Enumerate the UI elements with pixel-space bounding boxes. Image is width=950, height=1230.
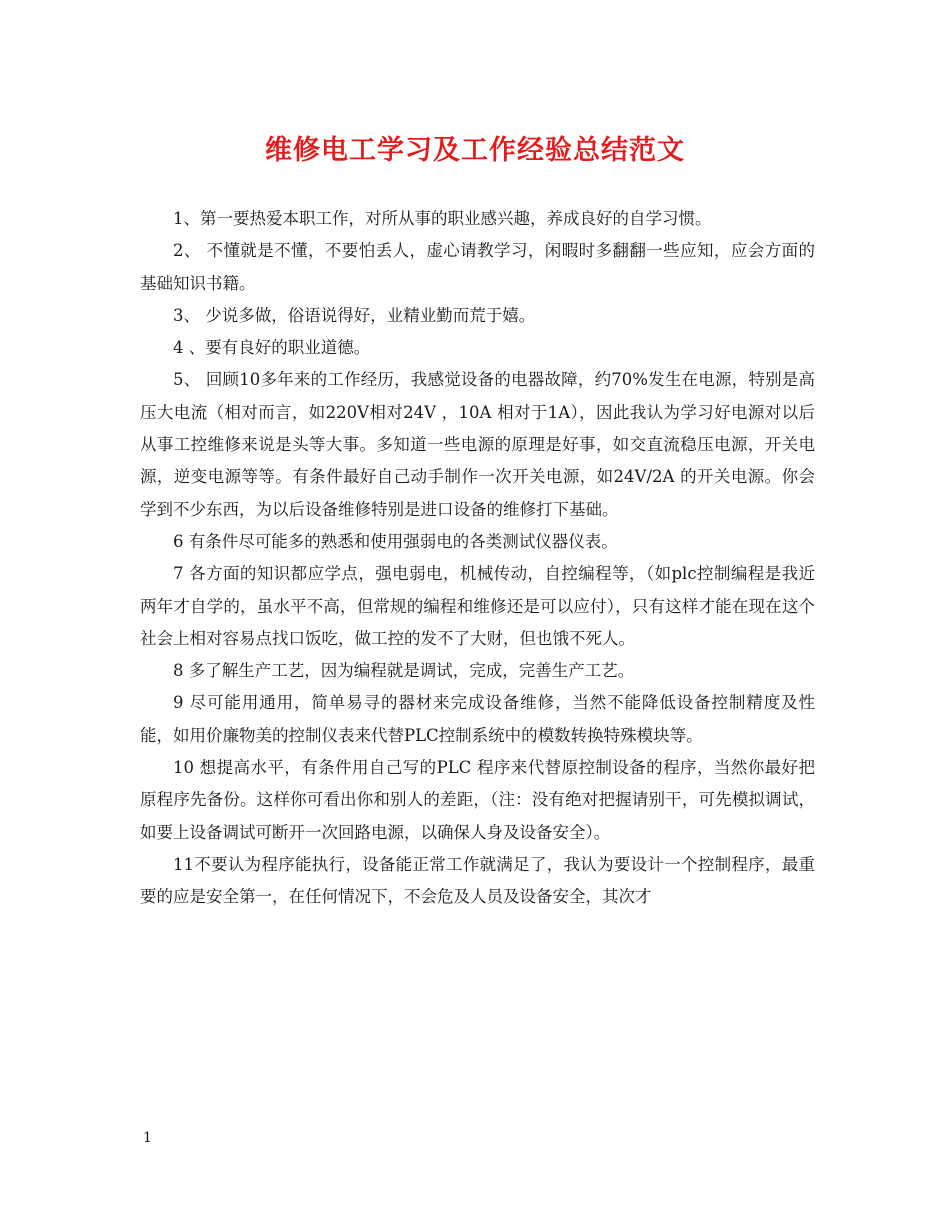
- page-number: 1: [143, 1130, 152, 1146]
- paragraph: 4 、要有良好的职业道德。: [173, 338, 371, 358]
- paragraph: 5、 回顾10多年来的工作经历，我感觉设备的电器故障，约70%发生在电源，特别是高压大电流（相对而言，如220V相对24V ，10A 相对于1A），因此我认为学习好电源对以后从事工控维修来说是头等大事。多知道一些电源的原理是好事，如交直流稳压电源，开关电源，逆变电源等等。有条件最好自己动手制作一次开关电源，如24V/2A 的开关电源。你会学到不少东西，为以后设备维修特别是进口设备的维修打下基础。: [140, 370, 815, 519]
- document-title: 维修电工学习及工作经验总结范文: [265, 135, 685, 166]
- paragraph: 1、第一要热爱本职工作，对所从事的职业感兴趣，养成良好的自学习惯。: [173, 209, 712, 228]
- paragraph: 8 多了解生产工艺，因为编程就是调试，完成，完善生产工艺。: [173, 661, 635, 681]
- paragraph: 6 有条件尽可能多的熟悉和使用强弱电的各类测试仪器仪表。: [173, 531, 618, 551]
- paragraph: 7 各方面的知识都应学点，强电弱电，机械传动，自控编程等，（如plc控制编程是我近两年才自学的，虽水平不高，但常规的编程和维修还是可以应付），只有这样才能在现在这个社会上相对容易点找口饭吃，做工控的发不了大财，但也饿不死人。: [140, 564, 815, 648]
- paragraph: 11不要认为程序能执行，设备能正常工作就满足了，我认为要设计一个控制程序，最重要的应是安全第一，在任何情况下，不会危及人员及设备安全，其次才: [140, 854, 815, 907]
- document-body: [140, 203, 815, 914]
- paragraph: 3、 少说多做，俗语说得好，业精业勤而荒于嬉。: [173, 305, 536, 325]
- paragraph: 9 尽可能用通用，简单易寻的器材来完成设备维修，当然不能降低设备控制精度及性能，如用价廉物美的控制仪表来代替PLC控制系统中的模数转换特殊模块等。: [140, 693, 815, 745]
- paragraph: 10 想提高水平，有条件用自己写的PLC 程序来代替原控制设备的程序，当然你最好把原程序先备份。这样你可看出你和别人的差距，（注：没有绝对把握请别干，可先模拟调试，如要上设备调试可断开一次回路电源，以确保人身及设备安全）。: [140, 758, 815, 842]
- paragraph: 2、 不懂就是不懂，不要怕丢人，虚心请教学习，闲暇时多翻翻一些应知，应会方面的基础知识书籍。: [140, 241, 815, 293]
